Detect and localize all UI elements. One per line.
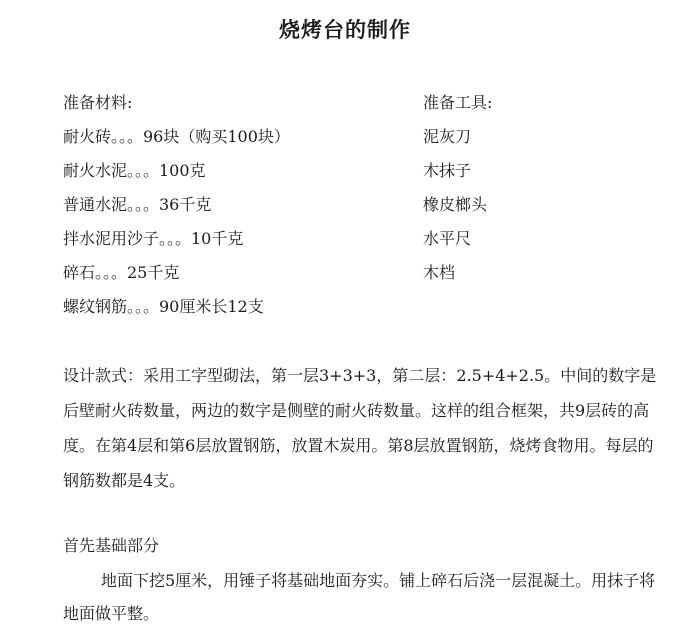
tool-item-trowel: 泥灰刀 — [423, 127, 472, 146]
tools-heading: 准备工具: — [423, 93, 493, 112]
material-item-sand: 拌水泥用沙子。。。10千克 — [63, 229, 244, 248]
material-item-fire-cement: 耐火水泥。。。100克 — [63, 161, 206, 180]
material-item-rebar: 螺纹钢筋。。。90厘米长12支 — [63, 297, 264, 316]
design-paragraph: 设计款式：采用工字型砌法，第一层3+3+3，第二层：2.5+4+2.5。中间的数字是后壁耐火砖数量，两边的数字是侧壁的耐火砖数量。这样的组合框架，共9层砖的高度。在第4层和第6层放置钢筋，放置木炭用。第8层放置钢筋，烧烤食物用。每层的钢筋数都是4支。 — [63, 366, 657, 490]
tools-list — [423, 92, 492, 296]
tool-item-wood-float: 木抹子 — [423, 161, 472, 180]
material-item-fire-brick: 耐火砖。。。96块（购买100块） — [63, 127, 290, 146]
materials-list — [63, 92, 290, 330]
material-item-gravel: 碎石。。。25千克 — [63, 263, 180, 282]
foundation-paragraph: 地面下挖5厘米，用锤子将基础地面夯实。铺上碎石后浇一层混凝土。用抹子将地面做平整。 — [63, 571, 656, 623]
tool-item-wood-bar: 木档 — [423, 263, 456, 282]
foundation-heading: 首先基础部分 — [63, 536, 160, 555]
tool-item-level: 水平尺 — [423, 229, 472, 248]
tool-item-rubber-mallet: 橡皮榔头 — [423, 195, 488, 214]
materials-heading: 准备材料: — [63, 93, 133, 112]
material-item-cement: 普通水泥。。。36千克 — [63, 195, 212, 214]
page-title: 烧烤台的制作 — [279, 18, 411, 42]
